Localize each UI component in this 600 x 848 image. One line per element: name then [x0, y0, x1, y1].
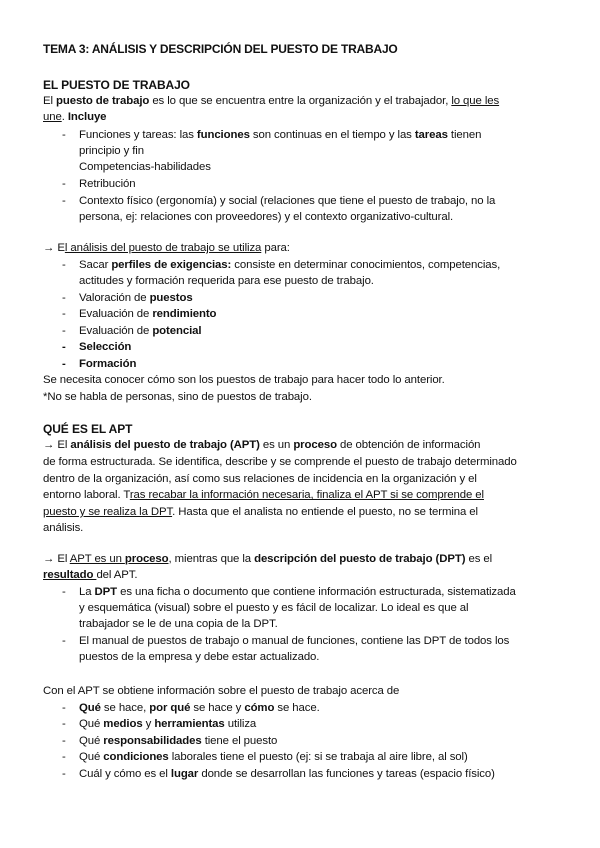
- list-item-perfiles: Sacar perfiles de exigencias: consiste en determinar conocimientos, competencias,: [79, 259, 501, 271]
- paragraph-apt-obtiene: Con el APT se obtiene información sobre el puesto de trabajo acerca de: [43, 685, 400, 697]
- list-item-contexto-cont: persona, ej: relaciones con proveedores) y el contexto organizativo-cultural.: [79, 211, 454, 223]
- bullet-dash: -: [62, 635, 66, 647]
- list-item-valoracion: Valoración de puestos: [79, 292, 193, 304]
- list-item-dpt-cont2: trabajador se le de una copia de la DPT.: [79, 618, 278, 630]
- list-item-dpt: La DPT es una ficha o documento que contiene información estructurada, sistematizada: [79, 586, 516, 598]
- bullet-dash: -: [62, 735, 66, 747]
- paragraph-dpt-line1: → El APT es un proceso, mientras que la descripción del puesto de trabajo (DPT) es el: [43, 553, 493, 565]
- paragraph-dpt-line2: resultado del APT.: [43, 569, 138, 581]
- list-item-perfiles-cont: actitudes y formación requerida para ese puesto de trabajo.: [79, 275, 374, 287]
- bullet-dash: -: [62, 586, 66, 598]
- bullet-dash: -: [62, 129, 66, 141]
- bullet-dash: -: [62, 751, 66, 763]
- section-heading-puesto: EL PUESTO DE TRABAJO: [43, 78, 190, 92]
- bullet-dash: -: [62, 308, 66, 320]
- list-item-formacion: Formación: [79, 358, 137, 370]
- bullet-dash: -: [62, 718, 66, 730]
- list-item-rendimiento: Evaluación de rendimiento: [79, 308, 217, 320]
- paragraph-intro-line2: une. Incluye: [43, 111, 107, 123]
- list-item-funciones-cont: principio y fin: [79, 145, 144, 157]
- bullet-dash: -: [62, 292, 66, 304]
- paragraph-apt-line4: entorno laboral. Tras recabar la información necesaria, finaliza el APT si se comprende el: [43, 489, 484, 501]
- list-item-dpt-cont1: y esquemática (visual) sobre el puesto y es fácil de localizar. Lo ideal es que al: [79, 602, 469, 614]
- list-item-lugar: Cuál y cómo es el lugar donde se desarrollan las funciones y tareas (espacio físico): [79, 768, 495, 780]
- bullet-dash: -: [62, 325, 66, 337]
- bullet-dash: -: [62, 768, 66, 780]
- paragraph-uses-intro: → El análisis del puesto de trabajo se utiliza para:: [43, 242, 290, 254]
- bullet-dash: -: [62, 358, 66, 370]
- paragraph-apt-line3: dentro de la organización, así como sus relaciones de incidencia en la organización y el: [43, 473, 477, 485]
- bullet-dash: -: [62, 195, 66, 207]
- list-item-que-se-hace: Qué se hace, por qué se hace y cómo se hace.: [79, 702, 320, 714]
- list-item-contexto: Contexto físico (ergonomía) y social (relaciones que tiene el puesto de trabajo, no la: [79, 195, 496, 207]
- paragraph-apt-line1: → El análisis del puesto de trabajo (APT) es un proceso de obtención de información: [43, 439, 481, 451]
- bullet-dash: -: [62, 341, 66, 353]
- list-item-medios: Qué medios y herramientas utiliza: [79, 718, 257, 730]
- section-heading-apt: QUÉ ES EL APT: [43, 422, 133, 436]
- bullet-dash: -: [62, 178, 66, 190]
- list-item-seleccion: Selección: [79, 341, 132, 353]
- list-item-retribucion: Retribución: [79, 178, 136, 190]
- bullet-dash: -: [62, 702, 66, 714]
- paragraph-apt-line5: puesto y se realiza la DPT. Hasta que el analista no entiende el puesto, no se termina el: [43, 506, 478, 518]
- note-line2: *No se habla de personas, sino de puestos de trabajo.: [43, 391, 312, 403]
- note-line1: Se necesita conocer cómo son los puestos de trabajo para hacer todo lo anterior.: [43, 374, 445, 386]
- bullet-dash: -: [62, 259, 66, 271]
- list-item-manual: El manual de puestos de trabajo o manual de funciones, contiene las DPT de todos los: [79, 635, 510, 647]
- list-item-manual-cont: puestos de la empresa y debe estar actualizado.: [79, 651, 320, 663]
- list-item-responsabilidades: Qué responsabilidades tiene el puesto: [79, 735, 278, 747]
- paragraph-apt-line2: de forma estructurada. Se identifica, describe y se comprende el puesto de trabajo determinado: [43, 456, 517, 468]
- list-item-competencias: Competencias-habilidades: [79, 161, 211, 173]
- document-title: TEMA 3: ANÁLISIS Y DESCRIPCIÓN DEL PUESTO DE TRABAJO: [43, 42, 398, 56]
- list-item-funciones: Funciones y tareas: las funciones son continuas en el tiempo y las tareas tienen: [79, 129, 482, 141]
- list-item-condiciones: Qué condiciones laborales tiene el puesto (ej: si se trabaja al aire libre, al sol): [79, 751, 468, 763]
- paragraph-apt-line6: análisis.: [43, 522, 84, 534]
- list-item-potencial: Evaluación de potencial: [79, 325, 202, 337]
- paragraph-intro-line1: El puesto de trabajo es lo que se encuentra entre la organización y el trabajador, lo que les: [43, 95, 500, 107]
